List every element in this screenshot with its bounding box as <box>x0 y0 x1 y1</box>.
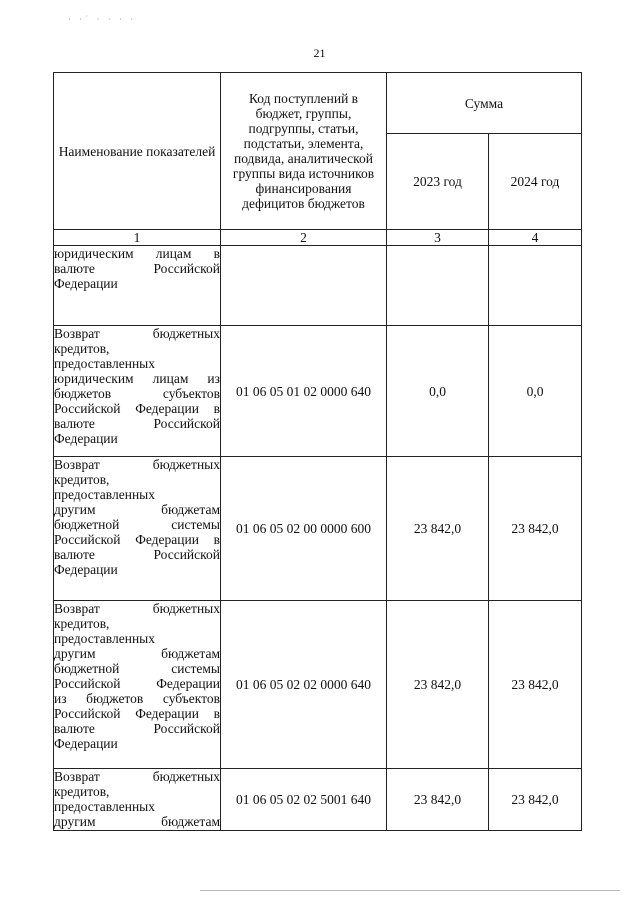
table-row <box>54 326 582 457</box>
amount-2023-cell: 0,0 <box>387 326 489 457</box>
column-number-3: 3 <box>387 230 489 246</box>
table-body <box>54 246 582 831</box>
indicator-name-line: валюте Российской <box>54 547 220 562</box>
indicator-name-line: другим бюджетам <box>54 502 220 517</box>
indicator-name-line: кредитов, <box>54 472 110 487</box>
indicator-name-line: предоставленных <box>54 356 155 371</box>
indicator-name-line: валюте Российской <box>54 721 220 736</box>
indicator-name-cell <box>54 769 221 831</box>
column-number-2: 2 <box>221 230 387 246</box>
indicator-name-cell <box>54 457 221 601</box>
header-year-2024: 2024 год <box>489 134 582 230</box>
indicator-name-line: другим бюджетам <box>54 646 220 661</box>
indicator-name-line: бюджетов субъектов <box>54 386 220 401</box>
header-code-line: подстатьи, элемента, <box>243 136 364 151</box>
header-code-line: финансирования <box>255 181 352 196</box>
indicator-name-line: из бюджетов субъектов <box>54 691 220 706</box>
header-year-2023: 2023 год <box>387 134 489 230</box>
header-code-line: подгруппы, статьи, <box>248 121 359 136</box>
amount-2024-cell: 0,0 <box>489 326 582 457</box>
indicator-name-line: Федерации <box>54 736 118 751</box>
amount-2023-cell: 23 842,0 <box>387 457 489 601</box>
header-code-line: группы вида источников <box>232 166 375 181</box>
indicator-name-line: Российской Федерации в <box>54 706 220 721</box>
indicator-name-line: Возврат бюджетных <box>54 769 220 784</box>
indicator-name-line: Возврат бюджетных <box>54 326 220 341</box>
header-code <box>221 73 387 230</box>
indicator-name-line: кредитов, <box>54 341 110 356</box>
indicator-name-line: Российской Федерации в <box>54 532 220 547</box>
indicator-name-line: Федерации <box>54 431 118 446</box>
header-code-lines <box>221 91 386 211</box>
indicator-name-line: бюджетной системы <box>54 661 220 676</box>
page-number: 21 <box>313 46 326 60</box>
budget-code-cell: 01 06 05 02 02 0000 640 <box>221 601 387 769</box>
indicator-name-line: другим бюджетам <box>54 814 220 829</box>
column-numbers-row <box>54 230 582 246</box>
amount-2023-cell <box>387 246 489 326</box>
indicator-name-line: Российской Федерации <box>54 676 220 691</box>
indicator-name-line: Федерации <box>54 562 118 577</box>
header-sum: Сумма <box>387 73 582 134</box>
table-row <box>54 246 582 326</box>
table-header <box>54 73 582 246</box>
budget-code-cell: 01 06 05 02 02 5001 640 <box>221 769 387 831</box>
amount-2023-cell: 23 842,0 <box>387 769 489 831</box>
indicator-name-line: Возврат бюджетных <box>54 601 220 616</box>
column-number-1: 1 <box>54 230 221 246</box>
header-code-line: дефицитов бюджетов <box>242 196 365 211</box>
indicator-name-cell <box>54 601 221 769</box>
budget-code-cell: 01 06 05 02 00 0000 600 <box>221 457 387 601</box>
indicator-name-line: Возврат бюджетных <box>54 457 220 472</box>
header-code-line: бюджет, группы, <box>255 106 352 121</box>
indicator-name-line: бюджетной системы <box>54 517 220 532</box>
column-number-4: 4 <box>489 230 582 246</box>
scan-artifact: · ·˙ · · · · <box>68 14 137 24</box>
footer-rule <box>200 890 620 891</box>
table-row <box>54 601 582 769</box>
budget-code-cell: 01 06 05 01 02 0000 640 <box>221 326 387 457</box>
indicator-name-line: предоставленных <box>54 631 155 646</box>
header-name: Наименование показателей <box>54 73 221 230</box>
budget-code-cell <box>221 246 387 326</box>
indicator-name-line: юридическим лицам из <box>54 371 220 386</box>
amount-2023-cell: 23 842,0 <box>387 601 489 769</box>
budget-sources-table <box>53 72 582 831</box>
amount-2024-cell <box>489 246 582 326</box>
amount-2024-cell: 23 842,0 <box>489 769 582 831</box>
indicator-name-line: валюте Российской <box>54 261 220 276</box>
indicator-name-cell <box>54 326 221 457</box>
indicator-name-line: кредитов, <box>54 616 110 631</box>
indicator-name-line: предоставленных <box>54 799 155 814</box>
amount-2024-cell: 23 842,0 <box>489 457 582 601</box>
indicator-name-cell <box>54 246 221 326</box>
indicator-name-line: юридическим лицам в <box>54 246 220 261</box>
indicator-name-line: Российской Федерации в <box>54 401 220 416</box>
indicator-name-line: предоставленных <box>54 487 155 502</box>
indicator-name-line: Федерации <box>54 276 118 291</box>
amount-2024-cell: 23 842,0 <box>489 601 582 769</box>
header-code-line: Код поступлений в <box>248 91 359 106</box>
table-row <box>54 769 582 831</box>
indicator-name-line: валюте Российской <box>54 416 220 431</box>
indicator-name-line: кредитов, <box>54 784 110 799</box>
table-row <box>54 457 582 601</box>
header-code-line: подвида, аналитической <box>233 151 374 166</box>
